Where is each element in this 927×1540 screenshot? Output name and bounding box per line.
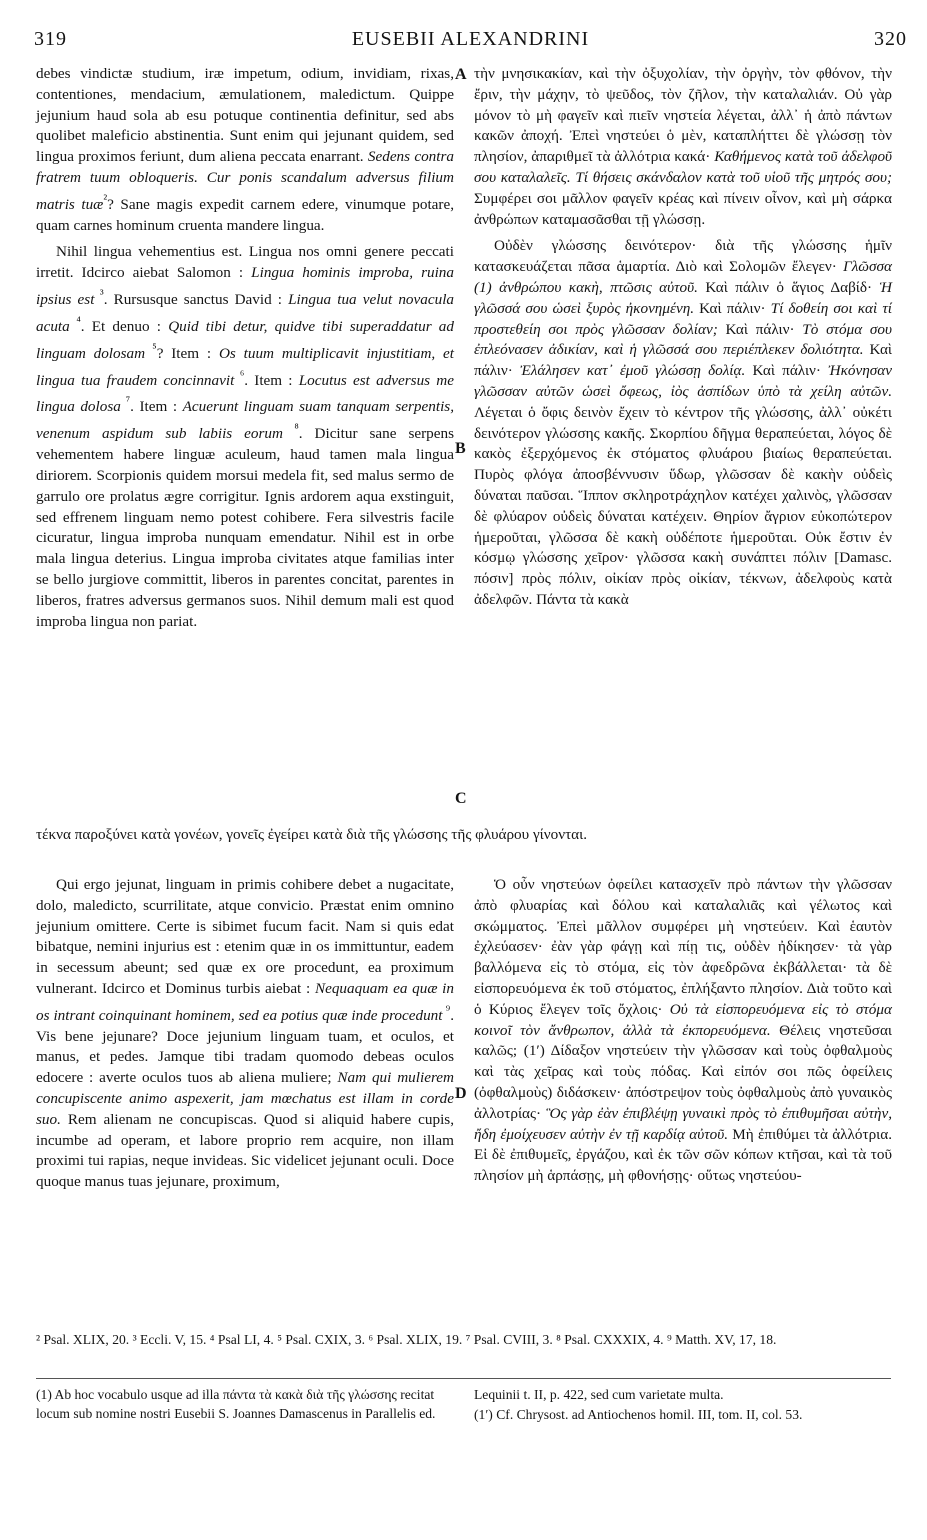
page-header <box>34 28 907 58</box>
footnote-1: (1) Ab hoc vocabulo usque ad illa πάντα τὰ κακὰ διὰ τῆς γλώσσης recitat locum sub nomine nostri Eusebii S. Joannes Damascenus in Parallelis ed. <box>36 1387 436 1421</box>
left-page-number: 319 <box>34 28 67 50</box>
margin-letter-b: B <box>455 440 466 457</box>
footnote-1-prime: (1′) Cf. Chrysost. ad Antiochenos homil. III, tom. II, col. 53. <box>474 1407 803 1422</box>
margin-letter-d: D <box>455 1085 467 1102</box>
greek-paragraph-1: τὴν μνησικακίαν, καὶ τὴν ὀξυχολίαν, τὴν ὀργὴν, τὸν φθόνον, τὴν ἔριν, τὴν μάχην, τὸ ψεῦδος, τὸν ζῆλον, τὴν καταλαλιάν. Οὐ γὰρ μόνον τὸ μὴ φαγεῖν καὶ πιεῖν νηστεία λέγεται, ἀλλ᾽ ἡ ἀπὸ πάντων κακῶν ἀποχή. Ἐπεὶ νηστεύει ὁ μὲν, καταπλήττει δὲ γλώσσῃ τὸν πλησίον, ἀπαριθμεῖ τὰ ἀλλότρια κακά· Καθήμενος κατὰ τοῦ ἀδελφοῦ σου καταλαλεῖς. Τί θήσεις σκάνδαλον κατὰ τοῦ υἱοῦ τῆς μητρός σου; Συμφέρει σοι μᾶλλον φαγεῖν κρέας καὶ πίνειν οἶνον, καὶ μὴ σάρκα ἀνθρώπων καταμασᾶσθαι τῇ γλώσσῃ. <box>474 65 893 228</box>
latin-column-lower <box>36 875 454 1193</box>
running-title: EUSEBII ALEXANDRINI <box>351 28 590 50</box>
footnote-divider <box>36 1378 891 1379</box>
latin-paragraph-2: Nihil lingua vehementius est. Lingua nos omni genere peccati irretit. Idcirco aiebat Salomon : Lingua hominis improba, ruina ipsius est $^{^3}$. Rursusque sanctus David : Lingua tua velut novacula acuta $^{^4}$. Et denuo : Quid tibi detur, quidve tibi superaddatur ad linguam dolosam $^{^5}$? Item : Os tuum multiplicavit injustitiam, et lingua tua fraudem concinnavit $^{^6}$. Item : Locutus est adversus me lingua dolosa $^{^7}$. Item : Acuerunt linguam suam tanquam serpentis, venenum aspidum sub labiis eorum $^{^8}$. Dicitur sane serpens vehementem habere linguæ aculeum, haud tamen mala lingua diriorem. Scorpionis quidem morsui medela fit, sed malus sermo de garrulo ore prolatus ægre corrigitur. Ignis ardorem aqua exstinguit, sed effrenem linguam nemo potest cohibere. Fera silvestris facile cicuratur, lingua improba nunquam emendatur. Nihil est in orbe mala lingua deterius. Lingua improba civitates atque familias inter se bello jurgiove committit, liberos in parentes concitat, parentes in liberos, fratres adversus germanos suos. Nihil demum mali est quod improba lingua non pariat. <box>36 243 455 630</box>
greek-paragraph-2: Οὐδὲν γλώσσης δεινότερον· διὰ τῆς γλώσσης ἡμῖν κατασκευάζεται πᾶσα ἁμαρτία. Διὸ καὶ Σολομῶν ἔλεγεν· Γλῶσσα (1) ἀνθρώπου κακὴ, πτῶσις αὐτοῦ. Καὶ πάλιν ὁ ἅγιος Δαβίδ· Ἡ γλῶσσά σου ὡσεὶ ξυρὸς ἠκονημένη. Καὶ πάλιν· Τί δοθείη σοι καὶ τί προστεθείη σοι πρὸς γλῶσσαν δολίαν; Καὶ πάλιν· Τὸ στόμα σου ἐπλεόνασεν ἀδικίαν, καὶ ἡ γλῶσσά σου περιέπλεκεν δολιότητα. Καὶ πάλιν· Ἐλάλησεν κατ᾽ ἐμοῦ γλώσσῃ δολίᾳ. Καὶ πάλιν· Ἠκόνησαν γλῶσσαν αὐτῶν ὡσεὶ ὄφεως, ἰὸς ἀσπίδων ὑπὸ τὰ χείλη αὐτῶν. Λέγεται ὁ ὄφις δεινὸν ἔχειν τὸ κέντρον τῆς γλώσσης, ἀλλ᾽ οὐκέτι δεινότερον γλώσσης κακῆς. Σκορπίου δῆγμα θεραπεύεται, λόγος δὲ κακὸς ἐξερχόμενος ἐκ στόματος φλυάρου βιαίως θεραπεύεται. Πυρὸς φλόγα ἀποσβέννυσιν ὕδωρ, γλῶσσαν δὲ κακὴν οὐδεὶς δύναται παῦσαι. Ἵππον σκληροτράχηλον κατέχει χαλινὸς, γλῶσσαν δὲ φλύαρον οὐδεὶς δύναται κατέχειν. Θηρίον ἄγριον εὐκοπώτερον ἡμεροῦται, γλῶσσα δὲ κακὴ οὐδέποτε ἡμεροῦται. Οὐκ ἔστιν ἐν κόσμῳ γλώσσης χεῖρον· γλῶσσα κακὴ συνάπτει πόλιν [Damasc. πόσιν] πρὸς πόλιν, οἰκίαν πρὸς οἰκίαν, τέκνων, ἀδελφοὺς κατὰ ἀδελφῶν. Πάντα τὰ κακὰ <box>474 237 893 608</box>
margin-letter-a: A <box>455 66 467 83</box>
latin-paragraph-3: Qui ergo jejunat, linguam in primis cohibere debet a nugacitate, dolo, maledicto, scurrilitate, atque convicio. Præstat enim omnino jejunium omittere. Certe is sibimet fucum facit. Nam si quis edat bibatque, nemini injurius est : etenim quæ in os immittuntur, eadem in secessum abeunt; sed quæ ex ore procedunt, ea proximum vulnerant. Idcirco et Dominus turbis aiebat : Nequaquam ea quæ in os intrant coinquinant hominem, sed ea potius quæ inde procedunt $^{^9}$. Vis bene jejunare? Doce jejunium linguam tuam, et oculos, et manus, et pedes. Jamque tibi tradam quomodo debeas oculos edocere : averte oculos tuos ab aliena muliere; Nam qui mulierem concupiscente animo aspexerit, jam mœchatus est illam in corde suo. Rem alienam ne concupiscas. Quod si aliquid habere cupis, incumbe ad operam, et labore proprio rem acquire, non illam proximi tui rapias, neque invideas. Sic videlicet jejunant oculi. Doce quoque manus tuas jejunare, proximum, <box>36 876 455 1191</box>
latin-column-upper <box>36 64 454 632</box>
margin-letter-c: C <box>455 790 467 807</box>
latin-paragraph-1: debes vindictæ studium, iræ impetum, odium, invidiam, rixas, contentiones, mendacium, æmulationem, maledictum. Quippe jejunium haud sola ab esu potuque continentia definitur, sed abs quolibet maleficio abstinentia. Sunt enim qui jejunant quidem, sed lingua proximos feriunt, dum aliena peccata enarrant. Sedens contra fratrem tuum obloqueris. Cur ponis scandalum adversus filium matris tuæ$^{^2}$? Sane magis expedit carnem edere, vinumque potare, quam carnes hominum cruenta mandere lingua. <box>36 65 454 234</box>
right-page-number: 320 <box>874 28 907 50</box>
spanning-greek-line: τέκνα παροξύνει κατὰ γονέων, γονεῖς ἐγείρει κατὰ διὰ τῆς γλώσσης τῆς φλυάρου γίνονται. <box>36 826 588 843</box>
scripture-references: ² Psal. XLIX, 20. ³ Eccli. V, 15. ⁴ Psal LI, 4. ⁵ Psal. CXIX, 3. ⁶ Psal. XLIX, 19. ⁷ Psal. CVIII, 3. ⁸ Psal. CXXXIX, 4. ⁹ Matth. XV, 17, 18. <box>36 1332 777 1347</box>
greek-column-upper <box>474 64 892 611</box>
footnote-1-continued: Lequinii t. II, p. 422, sed cum varietate multa. <box>474 1387 724 1402</box>
greek-paragraph-3: Ὁ οὖν νηστεύων ὀφείλει κατασχεῖν πρὸ πάντων τὴν γλῶσσαν ἀπὸ φλυαρίας καὶ δόλου καὶ καταλαλιᾶς καὶ γέλωτος καὶ σκώμματος. Ἐπεὶ μᾶλλον συμφέρει μὴ νηστεύειν. Καὶ ἑαυτὸν ἐχλεύασεν· ἐὰν γὰρ φάγῃ καὶ πίῃ τις, οὐδὲν ἠδίκησεν· τὰ γὰρ βαλλόμενα εἰς τὸ στόμα, εἰς τὸν ἀφεδρῶνα ἐκβάλλεται· τὰ δὲ εἰσπορευόμενα ἐκ τοῦ στόματος, ἐπλήξαντο πλησίον. Διὰ τοῦτο καὶ ὁ Κύριος ἔλεγεν τοῖς ὄχλοις· Οὐ τὰ εἰσπορευόμενα εἰς τὸ στόμα κοινοῖ τὸν ἄνθρωπον, ἀλλὰ τὰ ἐκπορευόμενα. Θέλεις νηστεῦσαι καλῶς; (1′) Δίδαξον νηστεύειν τὴν γλῶσσαν καὶ τοὺς ὀφθαλμοὺς καὶ τὰς χεῖρας καὶ τοὺς πόδας. Καὶ εἰπόν σοι πῶς ὀφείλεις (ὀφθαλμοὺς) διδάσκειν· ἀπόστρεψον τοὺς ὀφθαλμοὺς ἀπὸ γυναικὸς ἀλλοτρίας· Ὃς γὰρ ἐὰν ἐπιβλέψῃ γυναικὶ πρὸς τὸ ἐπιθυμῆσαι αὐτὴν, ἤδη ἐμοίχευσεν αὐτὴν ἐν τῇ καρδίᾳ αὐτοῦ. Μὴ ἐπιθύμει τὰ ἀλλότρια. Εἰ δὲ ἐπιθυμεῖς, ἐργάζου, καὶ ἐκ τῶν σῶν κόπων κτῆσαι, καὶ τὰ τοῦ πλησίον μὴ ἁρπάσῃς, μὴ φθονήσῃς· οὕτως νηστεύου- <box>474 876 892 1185</box>
greek-column-lower <box>474 875 892 1187</box>
